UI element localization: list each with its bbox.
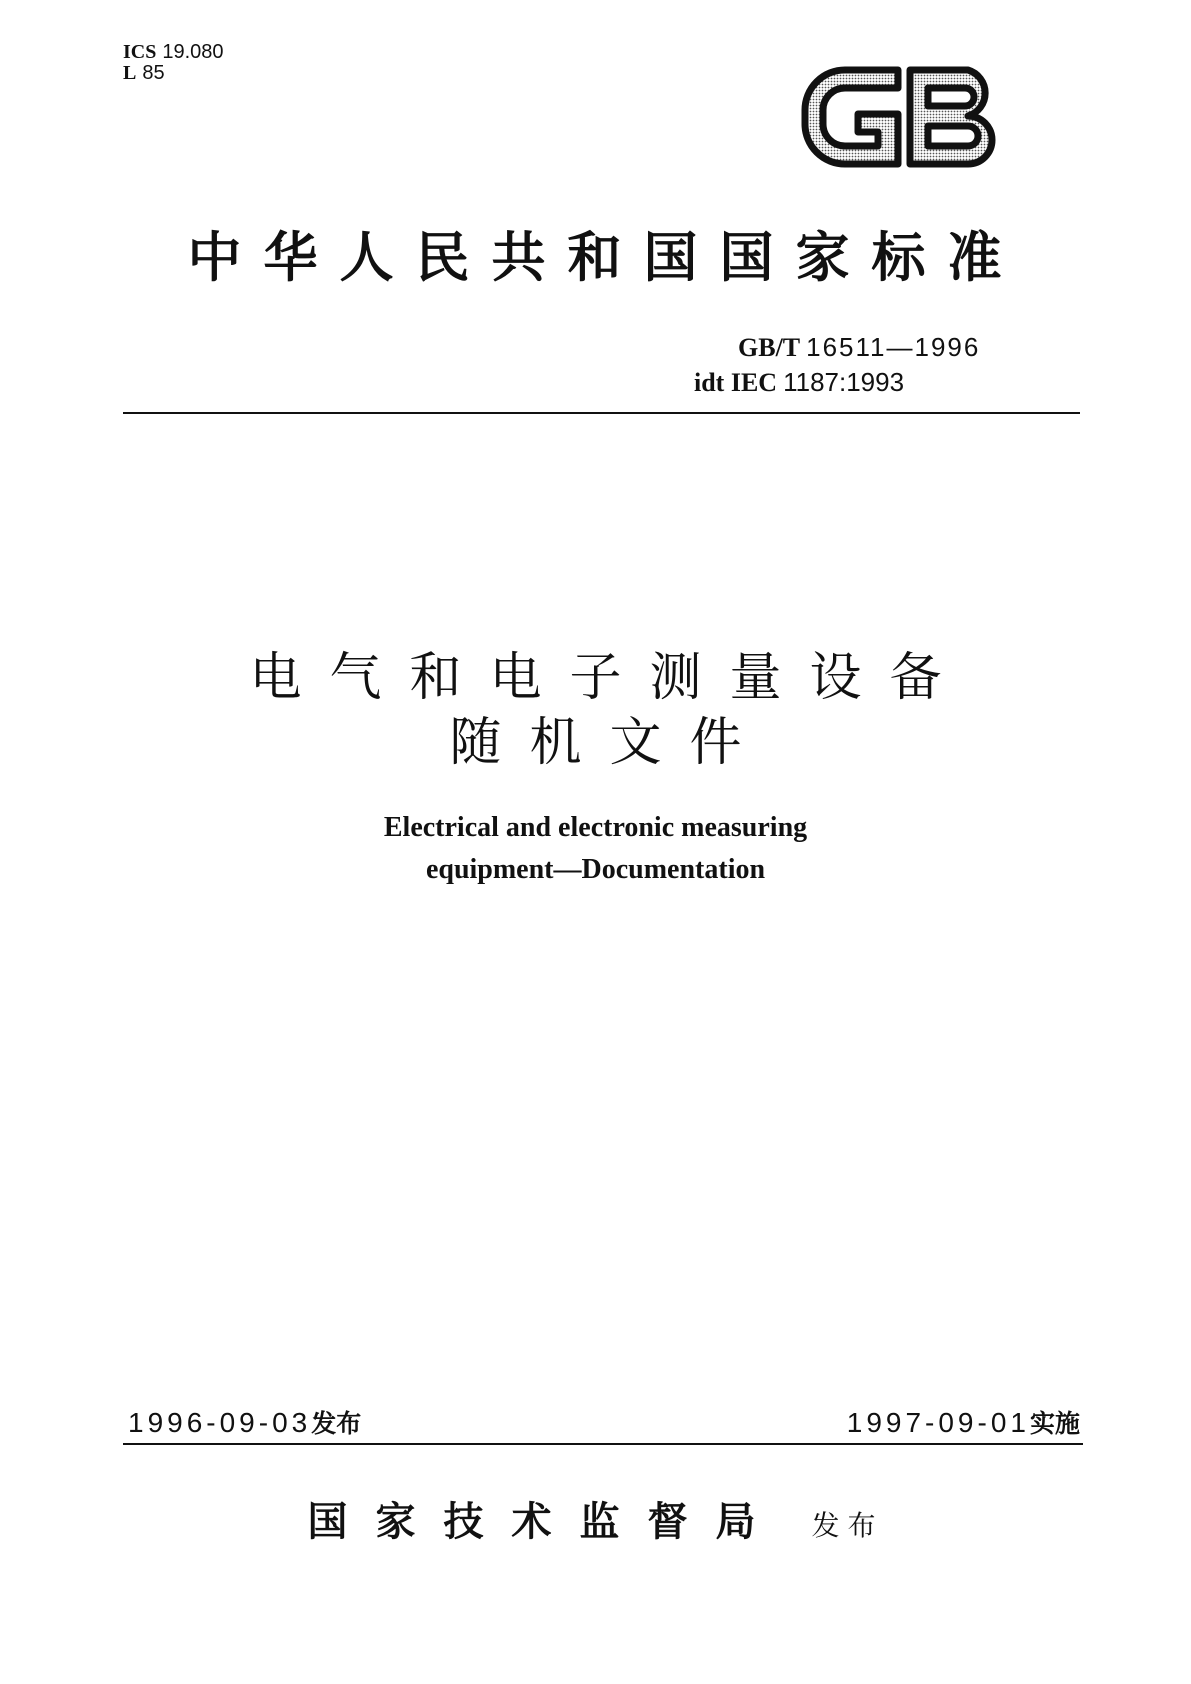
ics-line [123,42,224,63]
issuer-block [0,1490,1191,1547]
english-title-line2: equipment—Documentation [425,854,766,885]
idt-line [694,365,980,400]
standard-number-line [738,330,980,365]
issue-label: 发布 [311,1409,362,1438]
implementation-date: 1997-09-01 [846,1407,1030,1438]
national-standard-heading: 中华人民共和国国家标准 [187,225,1024,289]
chinese-title-line1: 电气和电子测量设备 [249,648,970,708]
idt-prefix: idt IEC [694,368,778,397]
issue-date-block [128,1404,361,1440]
top-divider [123,412,1080,414]
idt-number: 1187:1993 [783,367,905,397]
ccs-line [123,63,224,84]
standard-number-block [694,330,981,400]
issuer-organization: 国家技术监督局 [307,1498,784,1545]
implementation-label: 实施 [1029,1409,1080,1438]
classification-codes [123,42,224,84]
implementation-date-block [847,1404,1080,1440]
standard-number: 16511—1996 [806,332,981,362]
issuer-action: 发布 [811,1509,884,1542]
english-title-line1: Electrical and electronic measuring [383,812,808,843]
chinese-title-line2: 随机文件 [449,713,770,773]
ics-label: ICS [123,41,157,63]
gb-logo [800,62,1010,172]
issue-date: 1996-09-03 [128,1407,312,1438]
bottom-divider [123,1443,1083,1445]
ics-code: 19.080 [162,41,224,63]
ccs-code: 85 [142,62,165,84]
ccs-label: L [123,62,137,84]
standard-prefix: GB/T [738,333,801,362]
